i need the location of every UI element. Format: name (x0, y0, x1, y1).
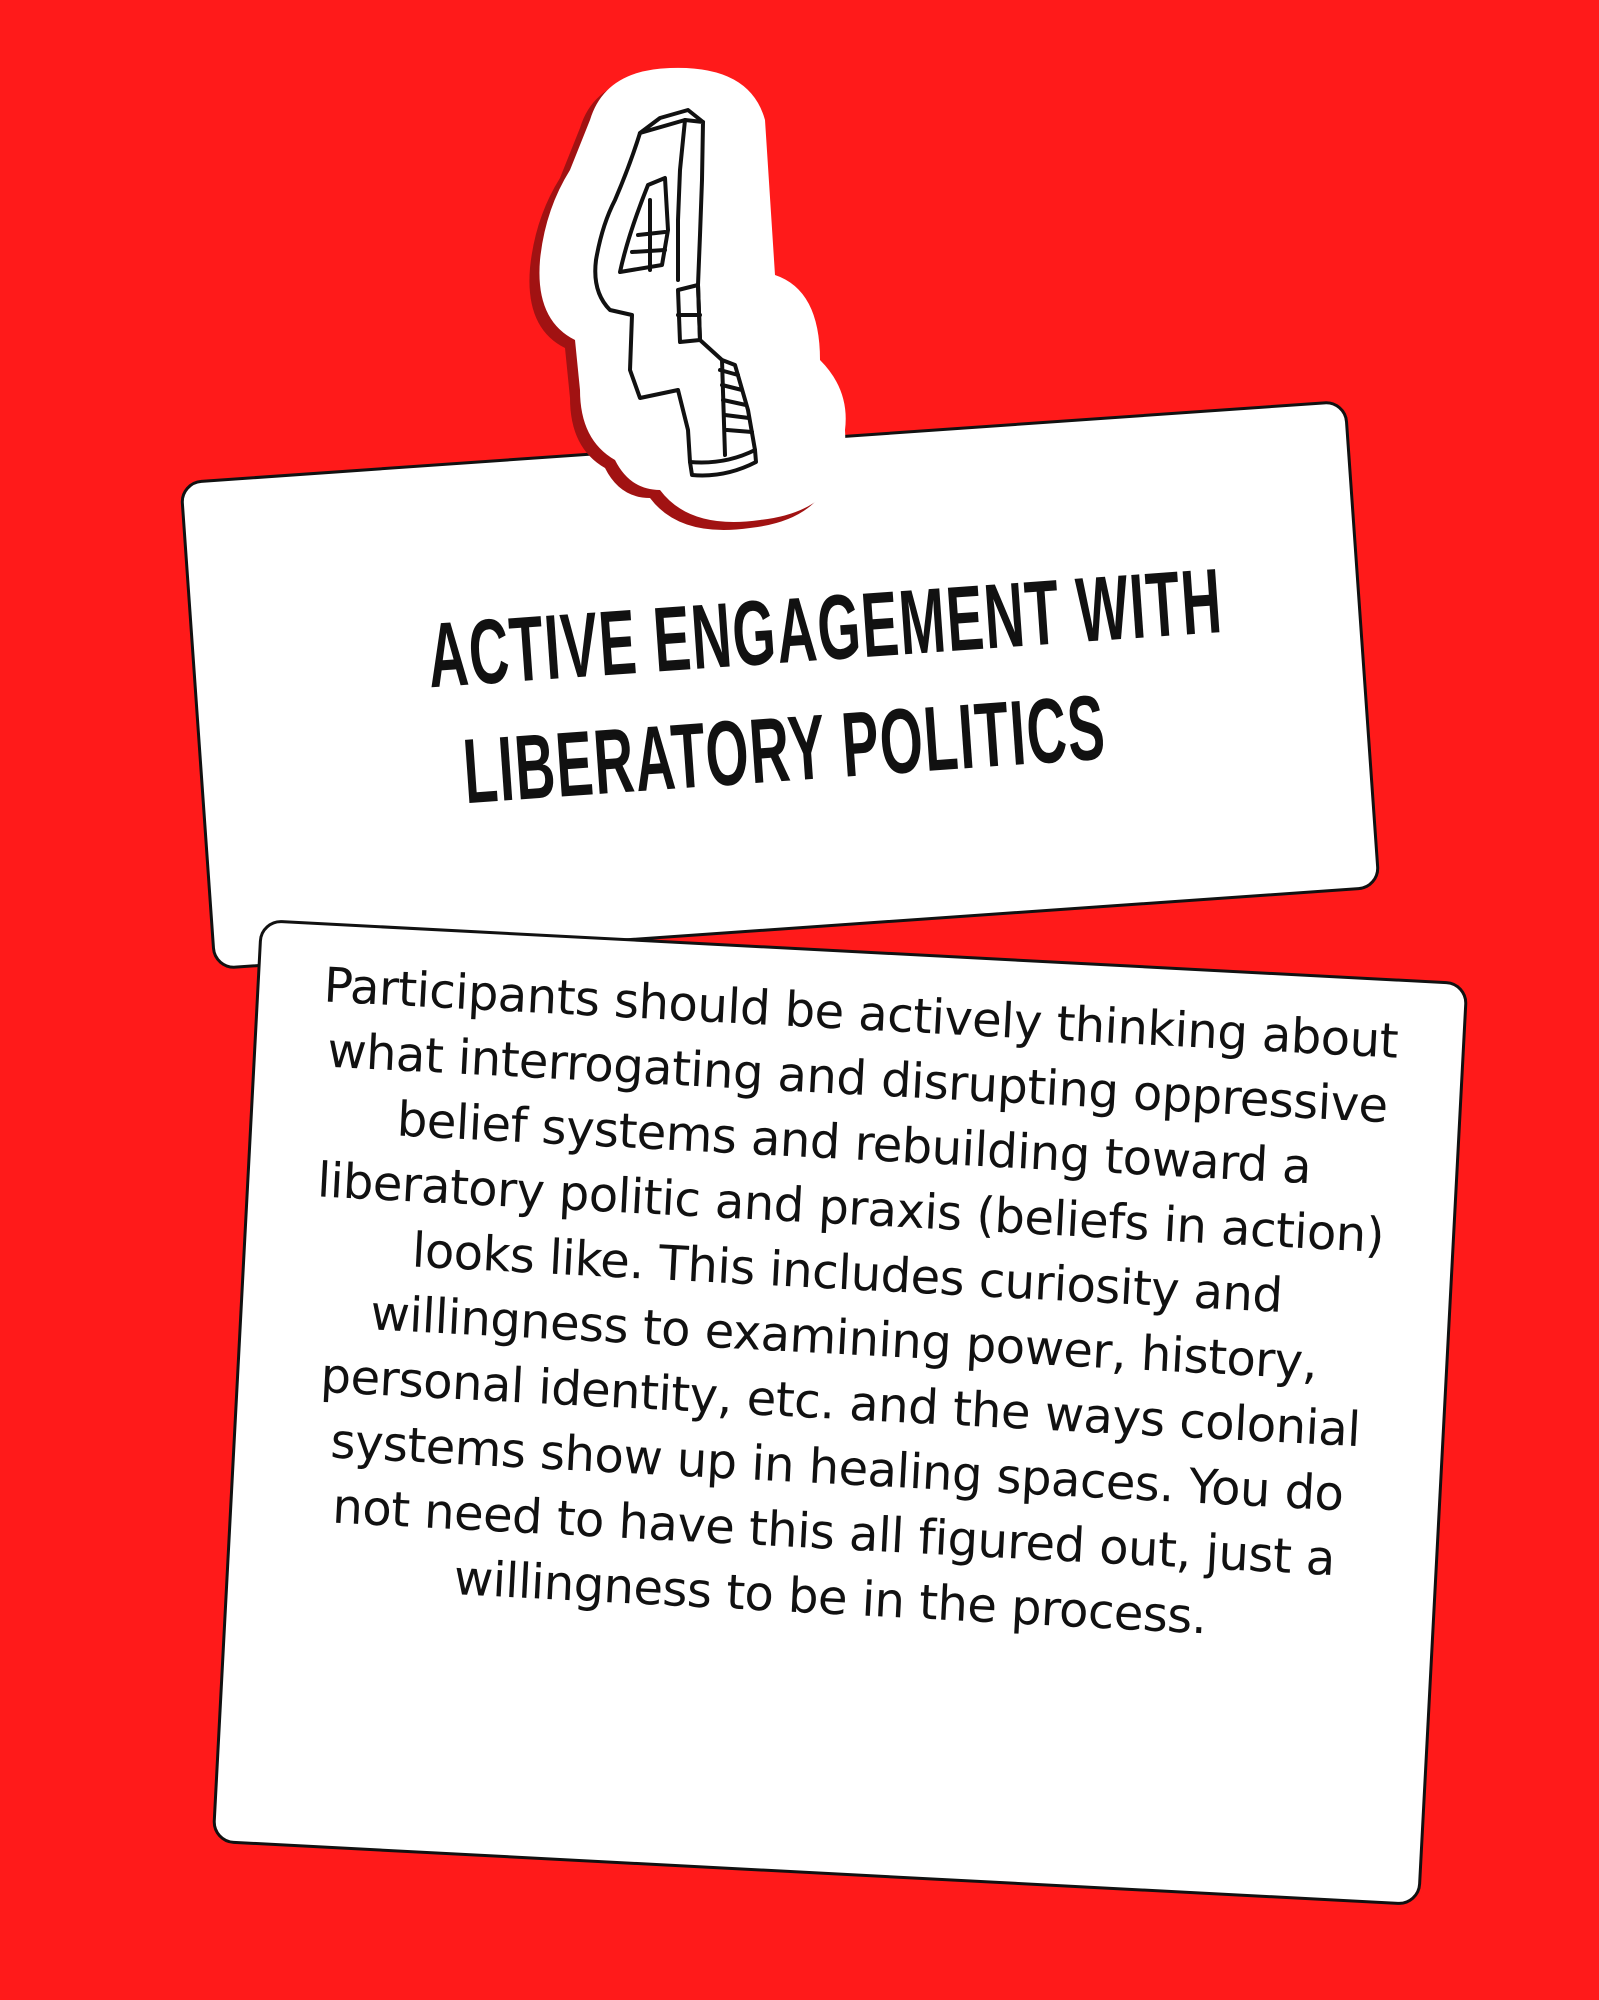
body-paragraph: Participants should be actively thinking about what interrogating and disrupting oppressive belief systems and rebuilding toward a liberatory politic and praxis (beliefs in action) looks like. This includes curiosity and willingness to examining power, history, personal identity, etc. and the ways colonial systems show up in healing spaces. You do not need to have this all figured out, just a willingness to be in the process. (315, 957, 1400, 1646)
number-four-sketch-icon (520, 60, 855, 530)
body-card (212, 919, 1469, 1906)
title-heading (424, 549, 1226, 833)
title-line-2: LIBERATORY POLITICS (460, 676, 1109, 824)
title-line-1: ACTIVE ENGAGEMENT WITH (424, 550, 1226, 708)
number-sticker (520, 60, 855, 530)
